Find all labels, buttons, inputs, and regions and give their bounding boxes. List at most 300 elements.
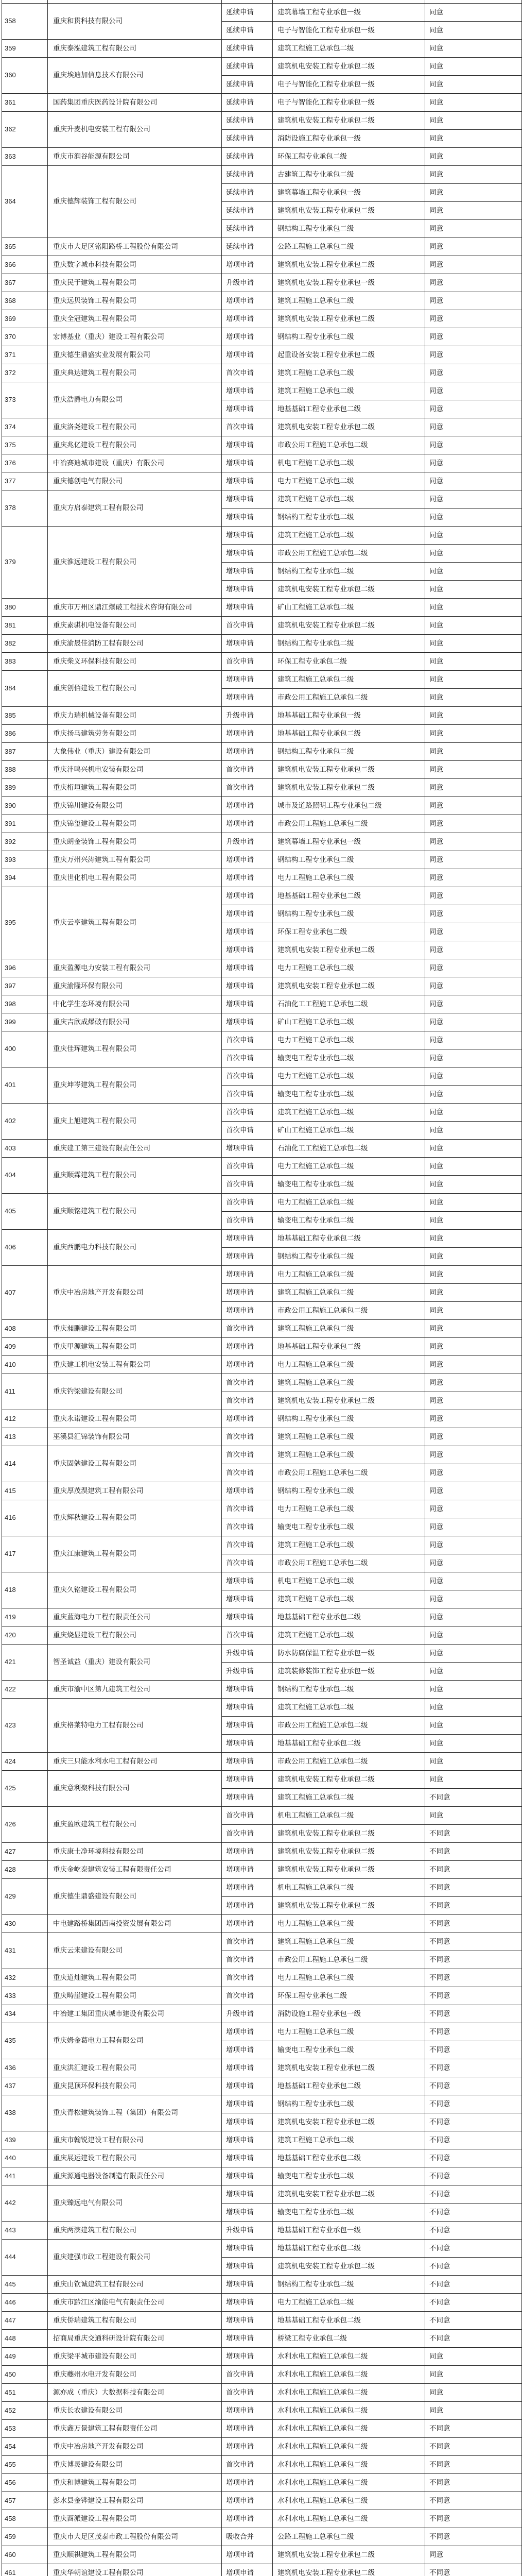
review-opinion: 同意 [425, 292, 522, 310]
row-number: 448 [2, 2330, 48, 2348]
row-number: 449 [2, 2348, 48, 2366]
application-type: 增项申请 [222, 1681, 273, 1699]
review-opinion: 同意 [425, 2384, 522, 2402]
application-type: 首次申请 [222, 1122, 273, 1140]
table-row [2, 2528, 522, 2546]
table-row [2, 2276, 522, 2294]
review-opinion: 同意 [425, 1140, 522, 1158]
review-opinion: 不同意 [425, 2077, 522, 2095]
qualification-name: 建筑机电安装工程专业承包二级 [273, 2113, 425, 2131]
company-name: 重庆万州兴涛建筑工程有限公司 [48, 851, 222, 869]
review-opinion: 同意 [425, 1626, 522, 1645]
company-name: 重庆市渝中区第九建筑工程公司 [48, 1681, 222, 1699]
table-row [2, 418, 522, 436]
application-type: 首次申请 [222, 1626, 273, 1645]
row-number: 363 [2, 148, 48, 166]
row-number: 453 [2, 2420, 48, 2438]
company-name: 重庆数字城市科技有限公司 [48, 256, 222, 274]
table-row [2, 617, 522, 635]
application-type: 升级申请 [222, 274, 273, 292]
table-row [2, 2420, 522, 2438]
company-name: 重庆建强市政工程建设有限公司 [48, 2240, 222, 2276]
qualification-name: 输变电工程专业承包二级 [273, 1086, 425, 1104]
qualification-name: 矿山工程施工总承包二级 [273, 1013, 425, 1031]
application-type: 增项申请 [222, 436, 273, 454]
company-name: 重庆金屹泰建筑安装工程有限责任公司 [48, 1861, 222, 1879]
row-number: 435 [2, 2023, 48, 2059]
table-row [2, 1013, 522, 1031]
table-row [2, 527, 522, 545]
row-number: 371 [2, 346, 48, 364]
qualification-name: 电力工程施工总承包二级 [273, 1500, 425, 1518]
table-row [2, 743, 522, 761]
review-opinion: 同意 [425, 148, 522, 166]
review-opinion: 同意 [425, 761, 522, 779]
application-type: 升级申请 [222, 833, 273, 851]
review-opinion: 同意 [425, 328, 522, 346]
qualification-name: 水利水电工程施工总承包二级 [273, 2420, 425, 2438]
qualification-name: 消防设施工程专业承包一级 [273, 2005, 425, 2023]
qualification-name: 地基基础工程专业承包二级 [273, 2312, 425, 2330]
row-number: 413 [2, 1428, 48, 1446]
application-type: 增项申请 [222, 545, 273, 563]
qualification-name: 市政公用工程施工总承包二级 [273, 436, 425, 454]
row-number: 382 [2, 635, 48, 653]
table-row [2, 1987, 522, 2005]
review-opinion: 不同意 [425, 2564, 522, 2576]
company-name: 重庆源通电器设备制造有限责任公司 [48, 2167, 222, 2185]
table-row [2, 1879, 522, 1897]
application-type: 增项申请 [222, 1717, 273, 1735]
row-number: 456 [2, 2474, 48, 2492]
company-name: 重庆远贝装饰工程有限公司 [48, 292, 222, 310]
qualification-name: 建筑机电安装工程专业承包二级 [273, 617, 425, 635]
row-number: 399 [2, 1013, 48, 1031]
application-type: 增项申请 [222, 1879, 273, 1897]
review-opinion: 同意 [425, 1122, 522, 1140]
review-opinion: 同意 [425, 1104, 522, 1122]
table-row [2, 2077, 522, 2095]
row-number: 368 [2, 292, 48, 310]
review-opinion: 不同意 [425, 2023, 522, 2041]
table-row [2, 2402, 522, 2420]
table-row [2, 1699, 522, 1717]
table-row [2, 1338, 522, 1356]
review-opinion: 同意 [425, 1284, 522, 1302]
row-number: 446 [2, 2294, 48, 2312]
review-opinion: 同意 [425, 1086, 522, 1104]
table-row [2, 2348, 522, 2366]
qualification-name: 消防设施工程专业承包一级 [273, 130, 425, 148]
application-type: 增项申请 [222, 454, 273, 472]
review-opinion: 同意 [425, 689, 522, 707]
review-opinion: 不同意 [425, 2204, 522, 2222]
application-type: 首次申请 [222, 2384, 273, 2402]
review-opinion: 同意 [425, 1518, 522, 1536]
review-opinion: 同意 [425, 1464, 522, 1482]
review-opinion: 同意 [425, 454, 522, 472]
table-row [2, 2167, 522, 2185]
table-row [2, 2366, 522, 2384]
table-row [2, 40, 522, 58]
application-type: 延续申请 [222, 238, 273, 256]
review-opinion: 同意 [425, 887, 522, 905]
review-opinion: 不同意 [425, 1951, 522, 1969]
review-opinion: 同意 [425, 1356, 522, 1374]
table-row [2, 707, 522, 725]
application-type: 升级申请 [222, 1645, 273, 1663]
row-number: 378 [2, 490, 48, 527]
company-name: 重庆云亨建筑工程有限公司 [48, 887, 222, 959]
table-row [2, 1374, 522, 1392]
table-row [2, 1626, 522, 1645]
review-opinion: 同意 [425, 869, 522, 887]
qualification-name: 建筑工程施工总承包二级 [273, 671, 425, 689]
company-name: 重庆姆金葛电力工程有限公司 [48, 2023, 222, 2059]
application-type: 增项申请 [222, 2077, 273, 2095]
company-name: 中化学生态环境有限公司 [48, 995, 222, 1013]
review-opinion: 同意 [425, 1212, 522, 1230]
application-type: 首次申请 [222, 1176, 273, 1194]
company-name: 重庆辉秋建设工程有限公司 [48, 1500, 222, 1536]
review-opinion: 同意 [425, 1194, 522, 1212]
application-type: 首次申请 [222, 1320, 273, 1338]
review-opinion: 同意 [425, 2546, 522, 2564]
company-name: 重庆锦玺建设工程有限公司 [48, 815, 222, 833]
qualification-name: 建筑工程施工总承包二级 [273, 1933, 425, 1951]
application-type: 增项申请 [222, 382, 273, 400]
application-type: 增项申请 [222, 1338, 273, 1356]
application-type: 首次申请 [222, 1049, 273, 1067]
qualification-name: 建筑幕墙工程专业承包一级 [273, 184, 425, 202]
qualification-name: 地基基础工程专业承包二级 [273, 2149, 425, 2167]
qualification-name: 钢结构工程专业承包二级 [273, 1681, 425, 1699]
table-row [2, 2564, 522, 2576]
review-opinion: 同意 [425, 1428, 522, 1446]
company-name: 重庆民于建筑工程有限公司 [48, 274, 222, 292]
application-type: 首次申请 [222, 653, 273, 671]
qualification-name: 环保工程专业承包二级 [273, 1987, 425, 2005]
qualification-name: 电力工程施工总承包二级 [273, 2294, 425, 2312]
application-type: 延续申请 [222, 130, 273, 148]
company-name: 重庆渝晟佳消防工程有限公司 [48, 635, 222, 653]
qualification-name: 建筑机电安装工程专业承包二级 [273, 761, 425, 779]
application-type: 吸收合并 [222, 2528, 273, 2546]
qualification-name: 石油化工工程施工总承包二级 [273, 995, 425, 1013]
application-type: 首次申请 [222, 2456, 273, 2474]
company-name: 重庆博灵建设有限公司 [48, 2456, 222, 2474]
table-row [2, 1140, 522, 1158]
qualification-name: 市政公用工程施工总承包二级 [273, 1302, 425, 1320]
company-name: 重庆创佰建设工程有限公司 [48, 671, 222, 707]
row-number: 369 [2, 310, 48, 328]
review-opinion: 不同意 [425, 2438, 522, 2456]
qualification-name: 水利水电工程施工总承包二级 [273, 2438, 425, 2456]
company-name: 重庆永诺建设工程有限公司 [48, 1410, 222, 1428]
company-name: 重庆江康建筑工程有限公司 [48, 1536, 222, 1572]
table-row [2, 1771, 522, 1789]
qualification-name: 建筑机电安装工程专业承包二级 [273, 2185, 425, 2204]
review-opinion: 同意 [425, 923, 522, 941]
application-type: 增项申请 [222, 292, 273, 310]
review-opinion: 同意 [425, 1320, 522, 1338]
company-name: 重庆市翰锐建设工程有限公司 [48, 2131, 222, 2149]
company-name: 重庆侨瑞建筑工程有限公司 [48, 2312, 222, 2330]
review-opinion: 同意 [425, 1176, 522, 1194]
review-opinion: 同意 [425, 851, 522, 869]
review-opinion: 同意 [425, 1500, 522, 1518]
application-type: 增项申请 [222, 1572, 273, 1590]
qualification-name: 电力工程施工总承包二级 [273, 2023, 425, 2041]
company-name: 重庆淮远建设工程有限公司 [48, 527, 222, 599]
qualification-name: 市政公用工程施工总承包二级 [273, 1717, 425, 1735]
application-type: 增项申请 [222, 1699, 273, 1717]
table-row [2, 815, 522, 833]
row-number: 409 [2, 1338, 48, 1356]
application-type: 首次申请 [222, 1987, 273, 2005]
qualification-name: 建筑幕墙工程专业承包一级 [273, 833, 425, 851]
company-name: 重庆全冠建筑工程有限公司 [48, 310, 222, 328]
company-name: 中电建路桥集团西南投资发展有限公司 [48, 1915, 222, 1933]
application-type: 首次申请 [222, 1825, 273, 1843]
application-type: 首次申请 [222, 1807, 273, 1825]
row-number: 406 [2, 1230, 48, 1266]
review-opinion: 同意 [425, 1554, 522, 1572]
row-number: 434 [2, 2005, 48, 2023]
row-number: 444 [2, 2240, 48, 2276]
row-number: 367 [2, 274, 48, 292]
application-type: 首次申请 [222, 1031, 273, 1049]
qualification-name: 建筑工程施工总承包二级 [273, 1590, 425, 1608]
review-opinion: 同意 [425, 545, 522, 563]
qualification-name: 市政公用工程施工总承包二级 [273, 1554, 425, 1572]
company-name: 源亦成（重庆）大数据科技有限公司 [48, 2384, 222, 2402]
application-type: 增项申请 [222, 635, 273, 653]
company-name: 智圣诚益（重庆）建设有限公司 [48, 1645, 222, 1681]
application-type: 首次申请 [222, 2366, 273, 2384]
row-number: 451 [2, 2384, 48, 2402]
company-name: 招商局重庆交通科研设计院有限公司 [48, 2330, 222, 2348]
application-type: 首次申请 [222, 418, 273, 436]
company-name: 中冶建工集团重庆城市建设有限公司 [48, 2005, 222, 2023]
review-opinion: 同意 [425, 527, 522, 545]
qualification-name: 钢结构工程专业承包二级 [273, 851, 425, 869]
application-type: 增项申请 [222, 2276, 273, 2294]
company-name: 重庆锦川建设有限公司 [48, 797, 222, 815]
application-type: 增项申请 [222, 1266, 273, 1284]
table-row [2, 1104, 522, 1122]
company-name: 重庆柴义环保科技有限公司 [48, 653, 222, 671]
review-opinion: 同意 [425, 617, 522, 635]
company-name: 重庆上旭建筑工程有限公司 [48, 1104, 222, 1140]
review-opinion: 同意 [425, 364, 522, 382]
table-row [2, 1843, 522, 1861]
review-opinion: 同意 [425, 256, 522, 274]
row-number: 389 [2, 779, 48, 797]
table-row [2, 238, 522, 256]
table-row [2, 58, 522, 76]
qualification-name: 环保工程专业承包二级 [273, 148, 425, 166]
table-body [2, 4, 522, 2576]
qualification-name: 地基基础工程专业承包二级 [273, 400, 425, 418]
review-opinion: 同意 [425, 1645, 522, 1663]
review-opinion: 同意 [425, 2402, 522, 2420]
application-type: 延续申请 [222, 76, 273, 94]
application-type: 增项申请 [222, 941, 273, 959]
application-type: 延续申请 [222, 112, 273, 130]
company-name: 重庆鑫万景建筑工程有限责任公司 [48, 2420, 222, 2438]
table-row [2, 1428, 522, 1446]
application-type: 增项申请 [222, 1753, 273, 1771]
company-name: 重庆扬马建筑劳务有限公司 [48, 725, 222, 743]
table-row [2, 1266, 522, 1284]
row-number: 459 [2, 2528, 48, 2546]
row-number: 426 [2, 1807, 48, 1843]
company-name: 重庆两滨建筑工程有限公司 [48, 2222, 222, 2240]
qualification-name: 石油化工工程施工总承包二级 [273, 1140, 425, 1158]
review-opinion: 同意 [425, 1338, 522, 1356]
company-name: 重庆和贯科技有限公司 [48, 4, 222, 40]
row-number: 410 [2, 1356, 48, 1374]
row-number: 415 [2, 1482, 48, 1500]
row-number: 398 [2, 995, 48, 1013]
qualification-name: 环保工程专业承包二级 [273, 923, 425, 941]
table-row [2, 2384, 522, 2402]
table-row [2, 166, 522, 184]
company-name: 重庆洛尧建设工程有限公司 [48, 418, 222, 436]
review-opinion: 同意 [425, 1735, 522, 1753]
review-opinion: 不同意 [425, 2330, 522, 2348]
application-type: 增项申请 [222, 905, 273, 923]
qualification-name: 地基基础工程专业承包二级 [273, 1230, 425, 1248]
review-opinion: 同意 [425, 310, 522, 328]
qualification-name: 建筑工程施工总承包二级 [273, 292, 425, 310]
application-type: 增项申请 [222, 2059, 273, 2077]
qualification-name: 建筑机电安装工程专业承包二级 [273, 112, 425, 130]
application-type: 增项申请 [222, 509, 273, 527]
review-opinion: 同意 [425, 76, 522, 94]
application-type: 增项申请 [222, 1284, 273, 1302]
application-type: 增项申请 [222, 1915, 273, 1933]
qualification-name: 电力工程施工总承包二级 [273, 1158, 425, 1176]
table-row [2, 382, 522, 400]
table-row [2, 1158, 522, 1176]
application-type: 增项申请 [222, 1140, 273, 1158]
table-row [2, 4, 522, 22]
qualification-name: 地基基础工程专业承包二级 [273, 887, 425, 905]
qualification-name: 水利水电工程施工总承包二级 [273, 2456, 425, 2474]
review-opinion: 同意 [425, 1446, 522, 1464]
review-opinion: 同意 [425, 1392, 522, 1410]
application-type: 增项申请 [222, 346, 273, 364]
table-row [2, 869, 522, 887]
application-type: 增项申请 [222, 2240, 273, 2258]
table-row [2, 2023, 522, 2041]
application-type: 增项申请 [222, 887, 273, 905]
review-opinion: 同意 [425, 1266, 522, 1284]
review-opinion: 同意 [425, 1302, 522, 1320]
company-name: 重庆展运建设工程有限公司 [48, 2149, 222, 2167]
company-name: 重庆德生鼎盛建设有限公司 [48, 1879, 222, 1915]
qualification-name: 矿山工程施工总承包二级 [273, 1122, 425, 1140]
review-opinion: 不同意 [425, 1843, 522, 1861]
row-number: 403 [2, 1140, 48, 1158]
company-name: 重庆建工第三建设有限责任公司 [48, 1140, 222, 1158]
review-opinion: 同意 [425, 1717, 522, 1735]
review-opinion: 同意 [425, 184, 522, 202]
application-type: 增项申请 [222, 869, 273, 887]
table-row [2, 1681, 522, 1699]
row-number: 438 [2, 2095, 48, 2131]
qualification-name: 电力工程施工总承包二级 [273, 1067, 425, 1086]
row-number: 422 [2, 1681, 48, 1699]
review-opinion: 不同意 [425, 2095, 522, 2113]
qualification-name: 建筑工程施工总承包二级 [273, 1320, 425, 1338]
review-opinion: 同意 [425, 1699, 522, 1717]
row-number: 394 [2, 869, 48, 887]
company-name: 重庆德辉装饰工程有限公司 [48, 166, 222, 238]
company-name: 重庆久铭建设工程有限公司 [48, 1572, 222, 1608]
row-number: 416 [2, 1500, 48, 1536]
review-opinion: 同意 [425, 815, 522, 833]
review-opinion: 不同意 [425, 2312, 522, 2330]
qualification-name: 钢结构工程专业承包二级 [273, 509, 425, 527]
qualification-name: 建筑机电安装工程专业承包二级 [273, 581, 425, 599]
review-opinion: 不同意 [425, 1969, 522, 1987]
row-number: 431 [2, 1933, 48, 1969]
qualification-name: 输变电工程专业承包二级 [273, 1518, 425, 1536]
table-row [2, 653, 522, 671]
application-type: 首次申请 [222, 1194, 273, 1212]
company-name: 重庆泰泓建筑工程有限公司 [48, 40, 222, 58]
row-number: 421 [2, 1645, 48, 1681]
qualification-name: 市政公用工程施工总承包二级 [273, 815, 425, 833]
application-type: 增项申请 [222, 310, 273, 328]
application-type: 首次申请 [222, 1067, 273, 1086]
application-type: 增项申请 [222, 1248, 273, 1266]
qualification-name: 地基基础工程专业承包二级 [273, 725, 425, 743]
application-type: 延续申请 [222, 202, 273, 220]
qualification-name: 地基基础工程专业承包二级 [273, 2240, 425, 2258]
qualification-name: 城市及道路照明工程专业承包二级 [273, 797, 425, 815]
table-row [2, 1482, 522, 1500]
qualification-name: 建筑机电安装工程专业承包二级 [273, 1861, 425, 1879]
company-name: 重庆埃迪加信息技术有限公司 [48, 58, 222, 94]
application-type: 增项申请 [222, 2149, 273, 2167]
row-number: 361 [2, 94, 48, 112]
application-type: 增项申请 [222, 923, 273, 941]
application-type: 增项申请 [222, 490, 273, 509]
application-type: 增项申请 [222, 2185, 273, 2204]
row-number: 391 [2, 815, 48, 833]
application-type: 增项申请 [222, 1410, 273, 1428]
table-row [2, 2510, 522, 2528]
qualification-name: 建筑工程施工总承包二级 [273, 40, 425, 58]
review-opinion: 同意 [425, 1049, 522, 1067]
review-opinion: 同意 [425, 202, 522, 220]
qualification-name: 古建筑工程专业承包二级 [273, 166, 425, 184]
row-number: 366 [2, 256, 48, 274]
application-type: 首次申请 [222, 1969, 273, 1987]
company-name: 重庆康士净环境科技有限公司 [48, 1843, 222, 1861]
application-type: 首次申请 [222, 1536, 273, 1554]
review-opinion: 同意 [425, 436, 522, 454]
application-type: 增项申请 [222, 400, 273, 418]
table-row [2, 292, 522, 310]
company-name: 重庆世化机电工程有限公司 [48, 869, 222, 887]
review-opinion: 不同意 [425, 1933, 522, 1951]
review-opinion: 同意 [425, 1230, 522, 1248]
